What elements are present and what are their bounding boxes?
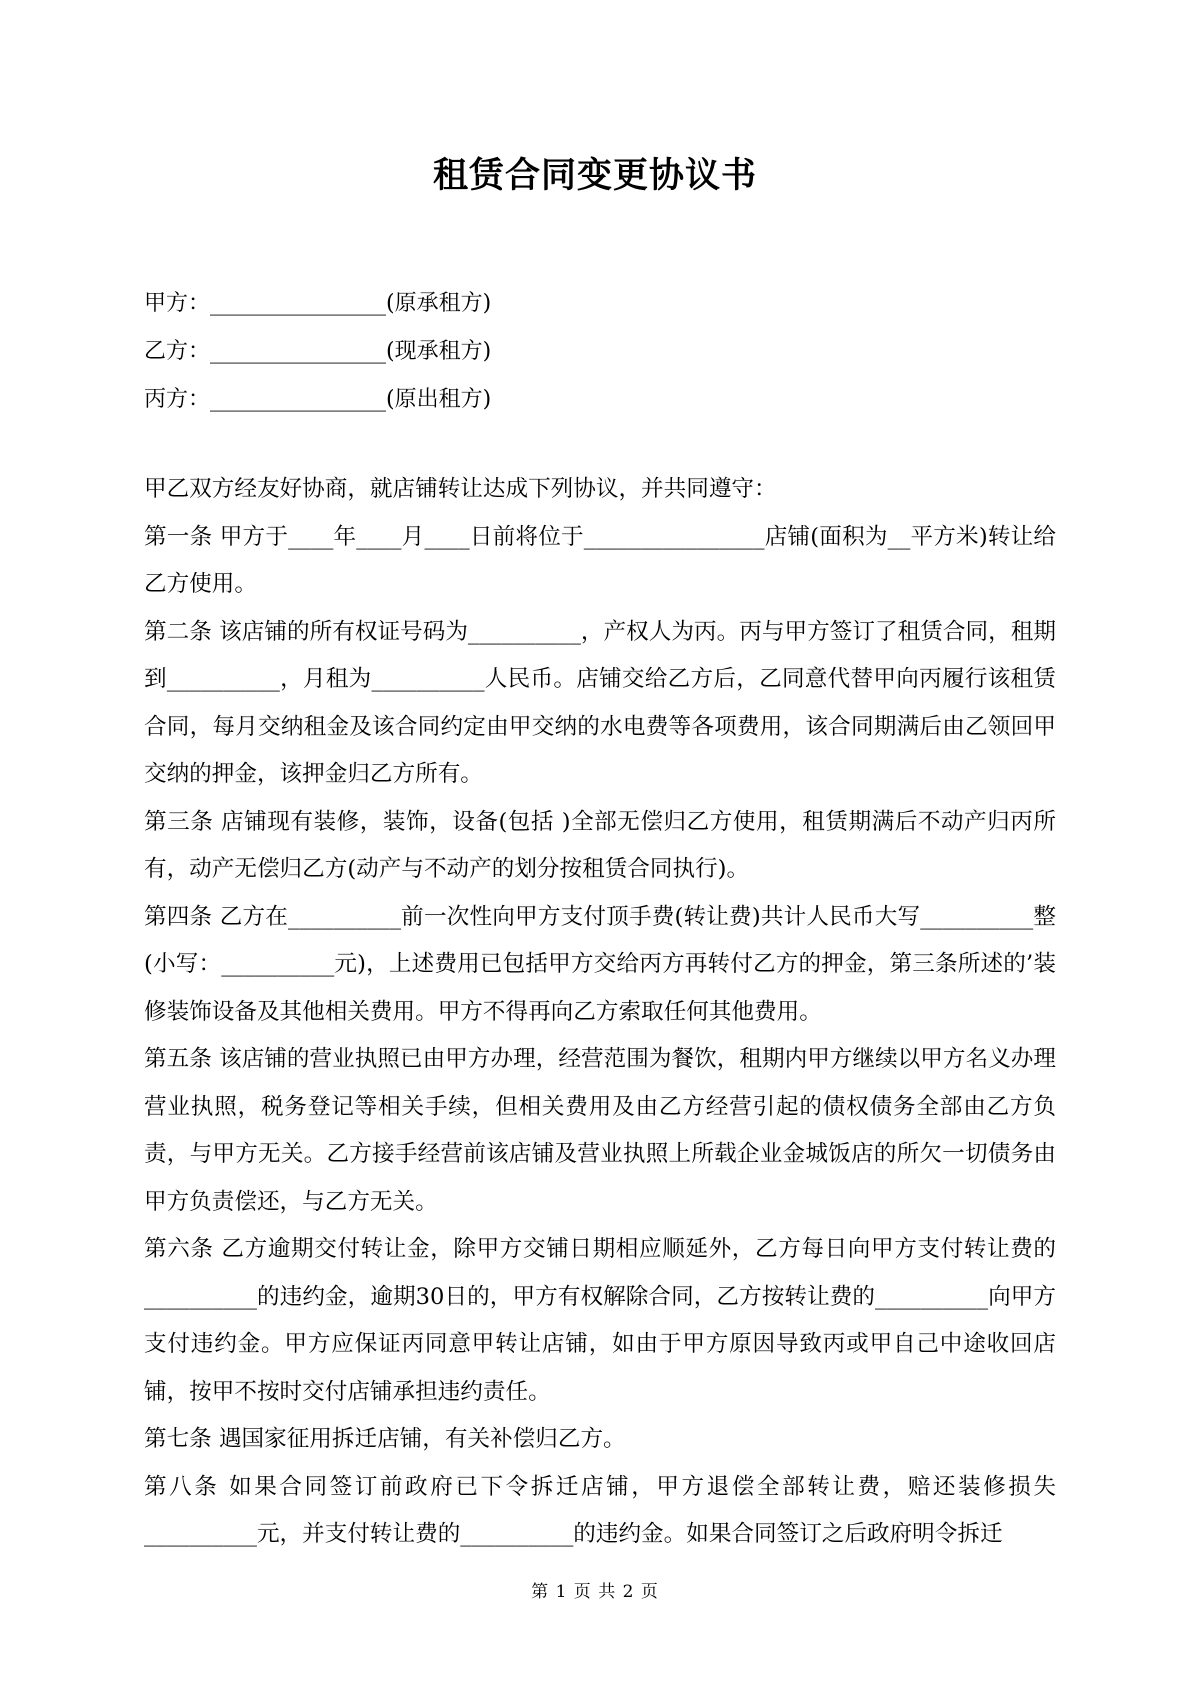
parties-block bbox=[144, 280, 1044, 424]
party-b-line: 乙方：________________(现承租方) bbox=[144, 339, 492, 364]
party-a-line: 甲方：________________(原承租方) bbox=[144, 291, 492, 316]
article-1: 第一条 甲方于____年____月____日前将位于________________店铺(面积为__平方米)转让给乙方使用。 bbox=[144, 523, 1056, 597]
party-c-line: 丙方：________________(原出租方) bbox=[144, 387, 492, 412]
article-2: 第二条 该店铺的所有权证号码为__________，产权人为丙。丙与甲方签订了租赁合同，租期到__________，月租为__________人民币。店铺交给乙方后，乙同意代替甲向丙履行该租赁合同，每月交纳租金及该合同约定由甲交纳的水电费等各项费用，该合同期满后由乙领回甲交纳的押金，该押金归乙方所有。 bbox=[144, 618, 1056, 787]
article-6: 第六条 乙方逾期交付转让金，除甲方交铺日期相应顺延外，乙方每日向甲方支付转让费的__________的违约金，逾期30日的，甲方有权解除合同，乙方按转让费的__________向甲方支付违约金。甲方应保证丙同意甲转让店铺，如由于甲方原因导致丙或甲自己中途收回店铺，按甲不按时交付店铺承担违约责任。 bbox=[144, 1236, 1056, 1405]
article-7: 第七条 遇国家征用拆迁店铺，有关补偿归乙方。 bbox=[144, 1426, 626, 1452]
article-3: 第三条 店铺现有装修，装饰，设备(包括 )全部无偿归乙方使用，租赁期满后不动产归丙所有，动产无偿归乙方(动产与不动产的划分按租赁合同执行)。 bbox=[144, 808, 1056, 882]
article-8: 第八条 如果合同签订前政府已下令拆迁店铺，甲方退偿全部转让费，赔还装修损失__________元，并支付转让费的__________的违约金。如果合同签订之后政府明令拆迁 bbox=[144, 1473, 1056, 1547]
agreement-body bbox=[144, 466, 1056, 1559]
intro-paragraph: 甲乙双方经友好协商，就店铺转让达成下列协议，并共同遵守： bbox=[144, 476, 777, 502]
article-5: 第五条 该店铺的营业执照已由甲方办理，经营范围为餐饮，租期内甲方继续以甲方名义办理营业执照，税务登记等相关手续，但相关费用及由乙方经营引起的债权债务全部由乙方负责，与甲方无关。乙方接手经营前该店铺及营业执照上所载企业金城饭店的所欠一切债务由甲方负责偿还，与乙方无关。 bbox=[144, 1046, 1056, 1215]
page-number-footer: 第 1 页 共 2 页 bbox=[531, 1582, 659, 1602]
article-4: 第四条 乙方在__________前一次性向甲方支付顶手费(转让费)共计人民币大写__________整(小写：__________元)，上述费用已包括甲方交给丙方再转付乙方的押金，第三条所述的’装修装饰设备及其他相关费用。甲方不得再向乙方索取任何其他费用。 bbox=[144, 903, 1056, 1025]
document-title: 租赁合同变更协议书 bbox=[432, 155, 757, 196]
